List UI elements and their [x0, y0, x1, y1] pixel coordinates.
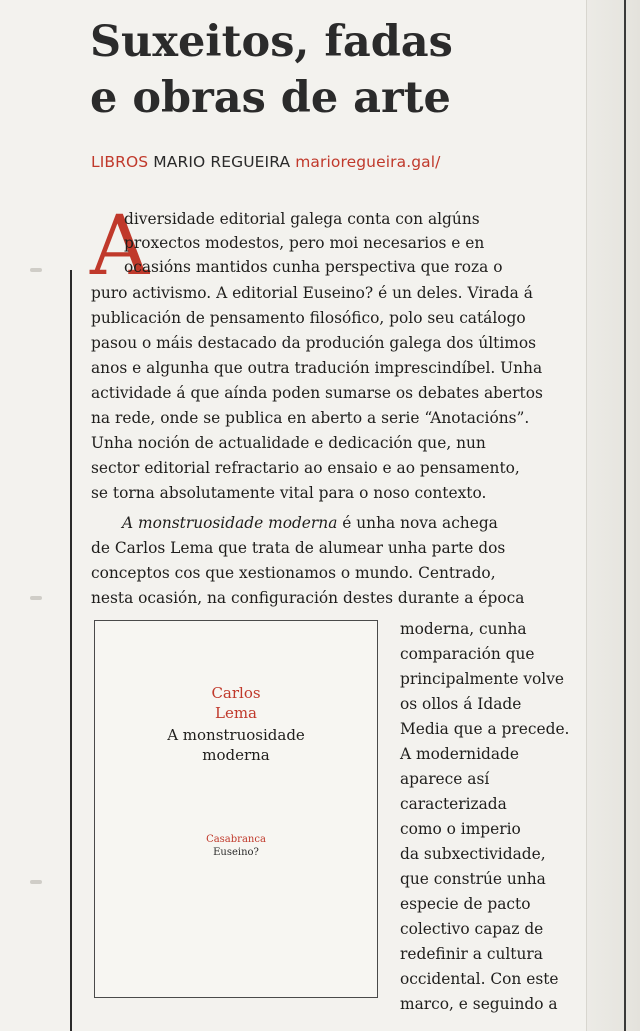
section-label: LIBROS: [91, 153, 149, 171]
column-line: A modernidade: [400, 745, 520, 763]
page-edge-rule: [624, 0, 626, 1031]
body-line: [122, 511, 498, 535]
column-line: redefinir a cultura: [400, 945, 543, 963]
column-line: Media que a precede.: [400, 720, 570, 738]
headline-line: Suxeitos, fadas: [90, 17, 453, 67]
column-line: os ollos á Idade: [400, 695, 522, 713]
body-line: se torna absolutamente vital para o noso contexto.: [91, 484, 487, 502]
body-line: anos e algunha que outra tradución imprescindíbel. Unha: [91, 359, 543, 377]
cover-author: Carlos: [211, 684, 261, 702]
cover-publisher: Casabranca: [206, 834, 266, 845]
body-line: pasou o máis destacado da produción galega dos últimos: [91, 334, 537, 352]
book-cover: [94, 620, 378, 998]
column-line: aparece así: [400, 770, 490, 788]
column-line: especie de pacto: [400, 895, 531, 913]
column-line: como o imperio: [400, 820, 521, 838]
headline-line: e obras de arte: [90, 73, 451, 123]
drop-cap: A: [90, 199, 150, 294]
cover-author: Lema: [214, 704, 257, 722]
column-rule: [70, 270, 72, 1031]
body-line: actividade á que aínda poden sumarse os debates abertos: [91, 384, 543, 402]
cover-title: moderna: [202, 746, 270, 764]
adjacent-page-bleed: [586, 0, 640, 1031]
body-line: conceptos cos que xestionamos o mundo. Centrado,: [91, 564, 496, 582]
punch-hole: [30, 596, 42, 600]
byline: [91, 153, 440, 171]
body-line: proxectos modestos, pero moi necesarios e en: [124, 234, 485, 252]
body-line: de Carlos Lema que trata de alumear unha parte dos: [91, 539, 506, 557]
author-url[interactable]: marioregueira.gal/: [295, 153, 441, 171]
body-line: ocasións mantidos cunha perspectiva que roza o: [124, 258, 503, 276]
cover-title: A monstruosidade: [167, 726, 305, 744]
column-line: colectivo capaz de: [400, 920, 544, 938]
author-name: MARIO REGUEIRA: [153, 153, 291, 171]
body-line: Unha noción de actualidade e dedicación que, nun: [91, 434, 486, 452]
column-line: occidental. Con este: [400, 970, 559, 988]
headline: [90, 14, 570, 126]
body-line-rest: é unha nova achega: [337, 514, 498, 532]
column-line: da subxectividade,: [400, 845, 546, 863]
column-line: comparación que: [400, 645, 535, 663]
column-line: principalmente volve: [400, 670, 565, 688]
body-line: nesta ocasión, na configuración destes durante a época: [91, 589, 525, 607]
column-line: caracterizada: [400, 795, 507, 813]
punch-hole: [30, 880, 42, 884]
book-title-italic: A monstruosidade moderna: [122, 514, 338, 532]
body-line: diversidade editorial galega conta con algúns: [124, 210, 480, 228]
column-line: moderna, cunha: [400, 620, 527, 638]
body-line: puro activismo. A editorial Euseino? é un deles. Virada á: [91, 284, 533, 302]
body-line: sector editorial refractario ao ensaio e ao pensamento,: [91, 459, 520, 477]
body-line: na rede, onde se publica en aberto a serie “Anotacións”.: [91, 409, 530, 427]
column-line: que constrúe unha: [400, 870, 546, 888]
body-line: publicación de pensamento filosófico, polo seu catálogo: [91, 309, 526, 327]
cover-publisher: Euseino?: [213, 847, 259, 858]
column-line: marco, e seguindo a: [400, 995, 558, 1013]
punch-hole: [30, 268, 42, 272]
